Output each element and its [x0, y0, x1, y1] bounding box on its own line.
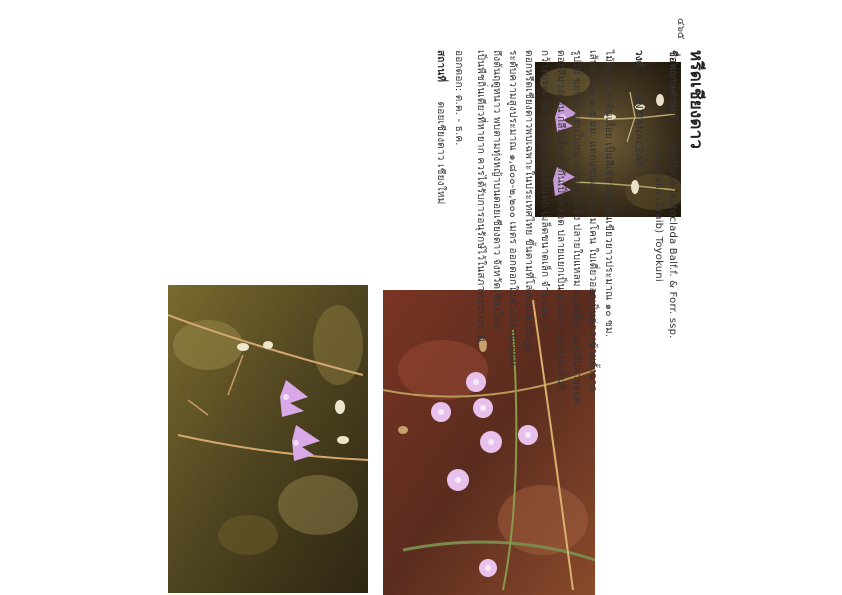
family-value: GENTIANACEAE — [633, 86, 644, 168]
page-title: หรีดเชียงดาว — [686, 50, 706, 150]
body-line: กว้างประมาณ ๑-๒ ซม. ผลแห้งแตก เมล็ดขนาดเล็ก จำนวนมาก — [539, 50, 550, 332]
body-line: รูปไข่ ขอบใบ แผ่นใบหนาค่อนข้างแข็ง ปลายใบแหลม ดอกเดี่ยว ออกที่ปลายยอด — [571, 50, 582, 404]
body-line: ระดับความสูงประมาณ ๑,๘๐๐-๒,๒๐๐ เมตร ออกดอกในช่วงปลายฤดูฝน — [507, 50, 518, 367]
flower-photo-bottom-left — [168, 285, 368, 593]
locality-value: ดอยเชียงดาว เชียงใหม่ — [435, 101, 446, 205]
flowering-line: ออกดอก: ต.ค. - ธ.ค. — [453, 50, 464, 146]
body-line: ถึงต้นฤดูหนาว พบตามทุ่งหญ้าบนดอยเชียงดาว จังหวัดเชียงใหม่ — [491, 50, 502, 330]
scientific-name-value-2: australis (Craib) Toyokuni — [653, 150, 664, 282]
body-line: ดอกหรีดเชียงดาวพบเฉพาะในประเทศไทย ขึ้นตามที่โล่งบนเขาหินปูน — [523, 50, 534, 354]
page-number: ๔๖๕ — [675, 18, 686, 40]
body-line: ดอกสีม่วงอ่อน กลีบเลี้ยงติดกันเป็นหลอด ปลายแยกเป็น ๔ แฉก ดอกบานเต็มที่ — [555, 50, 566, 391]
article-text — [350, 50, 710, 490]
scientific-name-value-1: Gentiana leptoclada Balf.f. & Forr. ssp. — [667, 139, 678, 339]
scientific-name-row — [665, 50, 680, 339]
body-line: เป็นพืชถิ่นเดียวที่หายาก ควรได้รับการอนุรักษ์ไว้ในสภาพธรรมชาติ — [475, 50, 486, 342]
locality-label: สถานที่ — [435, 50, 446, 83]
scientific-name-label: ชื่อพฤกษศาสตร์ — [667, 50, 678, 121]
body-line: ไม้ล้มลุก ลำต้นเลื้อย เป็นสีเขียวแดงปนเขียวยาวประมาณ ๑๐ ซม. — [603, 50, 614, 338]
family-row — [631, 50, 646, 167]
locality-row — [433, 50, 448, 204]
family-label: วงศ์ — [633, 50, 644, 68]
body-line: เส้นผ่าน ๑-๑.๕ มม. แตกแขนงมากตามโคน ใบเดี่ยวออกเป็นคู่ตรงข้ามตั้งฉาก — [587, 50, 598, 392]
